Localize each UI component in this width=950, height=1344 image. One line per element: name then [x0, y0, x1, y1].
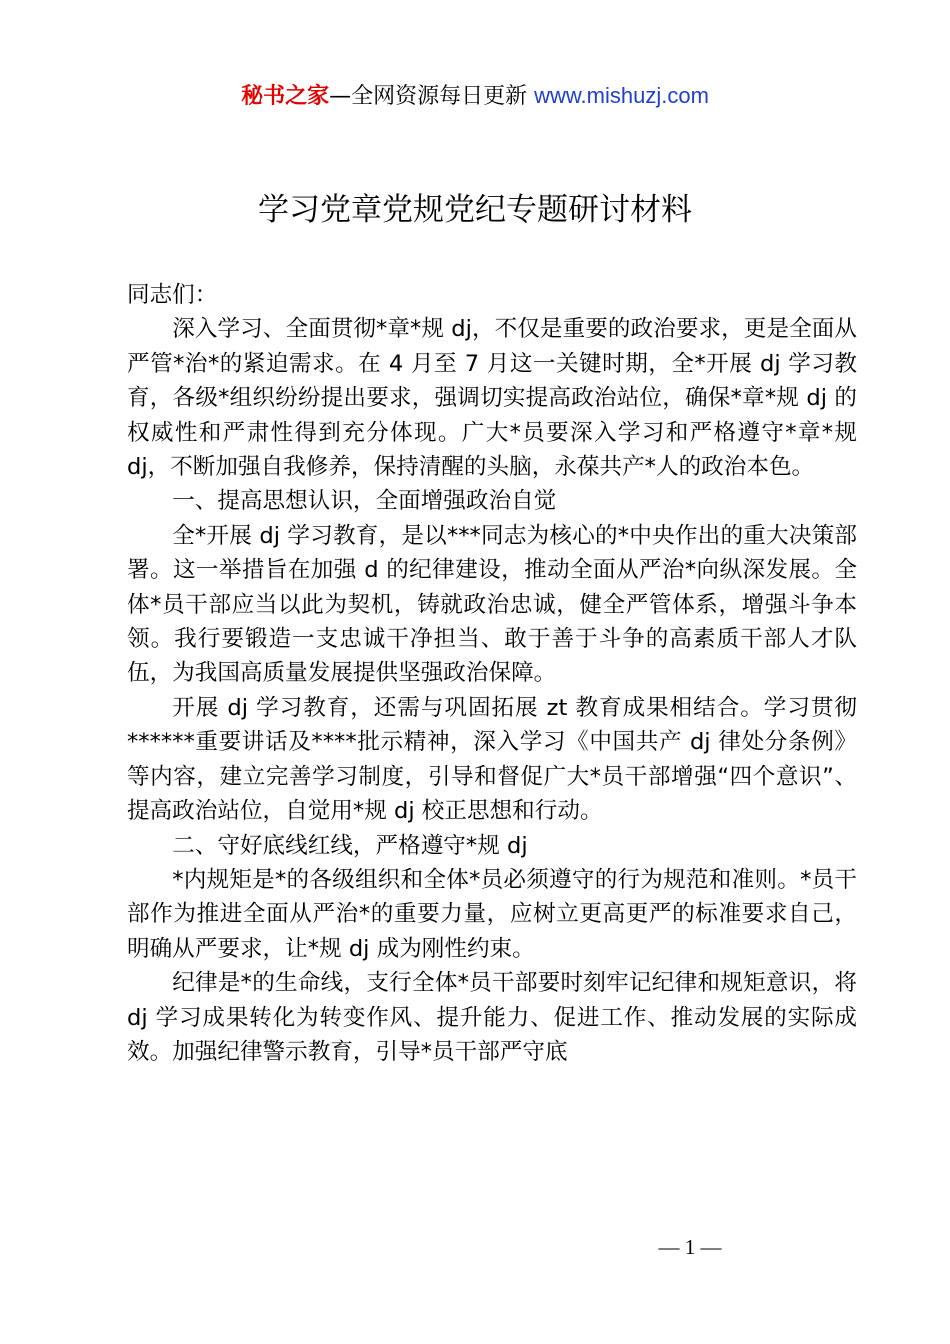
salutation: 同志们： — [127, 282, 218, 308]
paragraph-section1-a: 全*开展 dj 学习教育，是以***同志为核心的*中央作出的重大决策部署。这一举措旨在加强 d 的纪律建设，推动全面从严治*向纵深发展。全体*员干部应当以此为契机，铸就政治忠诚，健全严管体系，增强斗争本领。我行要锻造一支忠诚干净担当、敢于善于斗争的高素质干部人才队伍，为我国高质量发展提供坚强政治保障。 — [127, 522, 857, 687]
paragraph-section2-a: *内规矩是*的各级组织和全体*员必须遵守的行为规范和准则。*员干部作为推进全面从严治*的重要力量，应树立更高更严的标准要求自己，明确从严要求，让*规 dj 成为刚性约束。 — [127, 866, 857, 962]
section-heading-1: 一、提高思想认识，全面增强政治自觉 — [172, 488, 557, 515]
page-number: — 1 — — [658, 1235, 722, 1259]
document-title: 学习党章党规党纪专题研讨材料 — [258, 192, 692, 228]
site-tagline: —全网资源每日更新 — [329, 84, 528, 109]
section-heading-2: 二、守好底线红线，严格遵守*规 dj — [172, 832, 528, 859]
paragraph-section1-b: 开展 dj 学习教育，还需与巩固拓展 zt 教育成果相结合。学习贯彻******重要讲话及****批示精神，深入学习《中国共产 dj 律处分条例》等内容，建立完善学习制度，引导和督促广大*员干部增强“四个意识”、提高政治站位，自觉用*规 dj 校正思想和行动。 — [127, 694, 857, 825]
paragraph-section2-b: 纪律是*的生命线，支行全体*员干部要时刻牢记纪律和规矩意识，将 dj 学习成果转化为转变作风、提升能力、促进工作、推动发展的实际成效。加强纪律警示教育，引导*员干部严守底 — [127, 970, 857, 1065]
paragraph-intro: 深入学习、全面贯彻*章*规 dj，不仅是重要的政治要求，更是全面从严管*治*的紧迫需求。在 4 月至 7 月这一关键时期，全*开展 dj 学习教育，各级*组织纷纷提出要求，强调切实提高政治站位，确保*章*规 dj 的权威性和严肃性得到充分体现。广大*员要深入学习和严格遵守*章*规 dj，不断加强自我修养，保持清醒的头脑，永葆共产*人的政治本色。 — [127, 316, 857, 481]
site-url-link[interactable]: www.mishuzj.com — [534, 83, 709, 108]
site-header — [0, 80, 950, 113]
document-body — [127, 278, 857, 1069]
page-number-footer — [0, 1232, 950, 1262]
site-brand: 秘书之家 — [241, 84, 330, 109]
